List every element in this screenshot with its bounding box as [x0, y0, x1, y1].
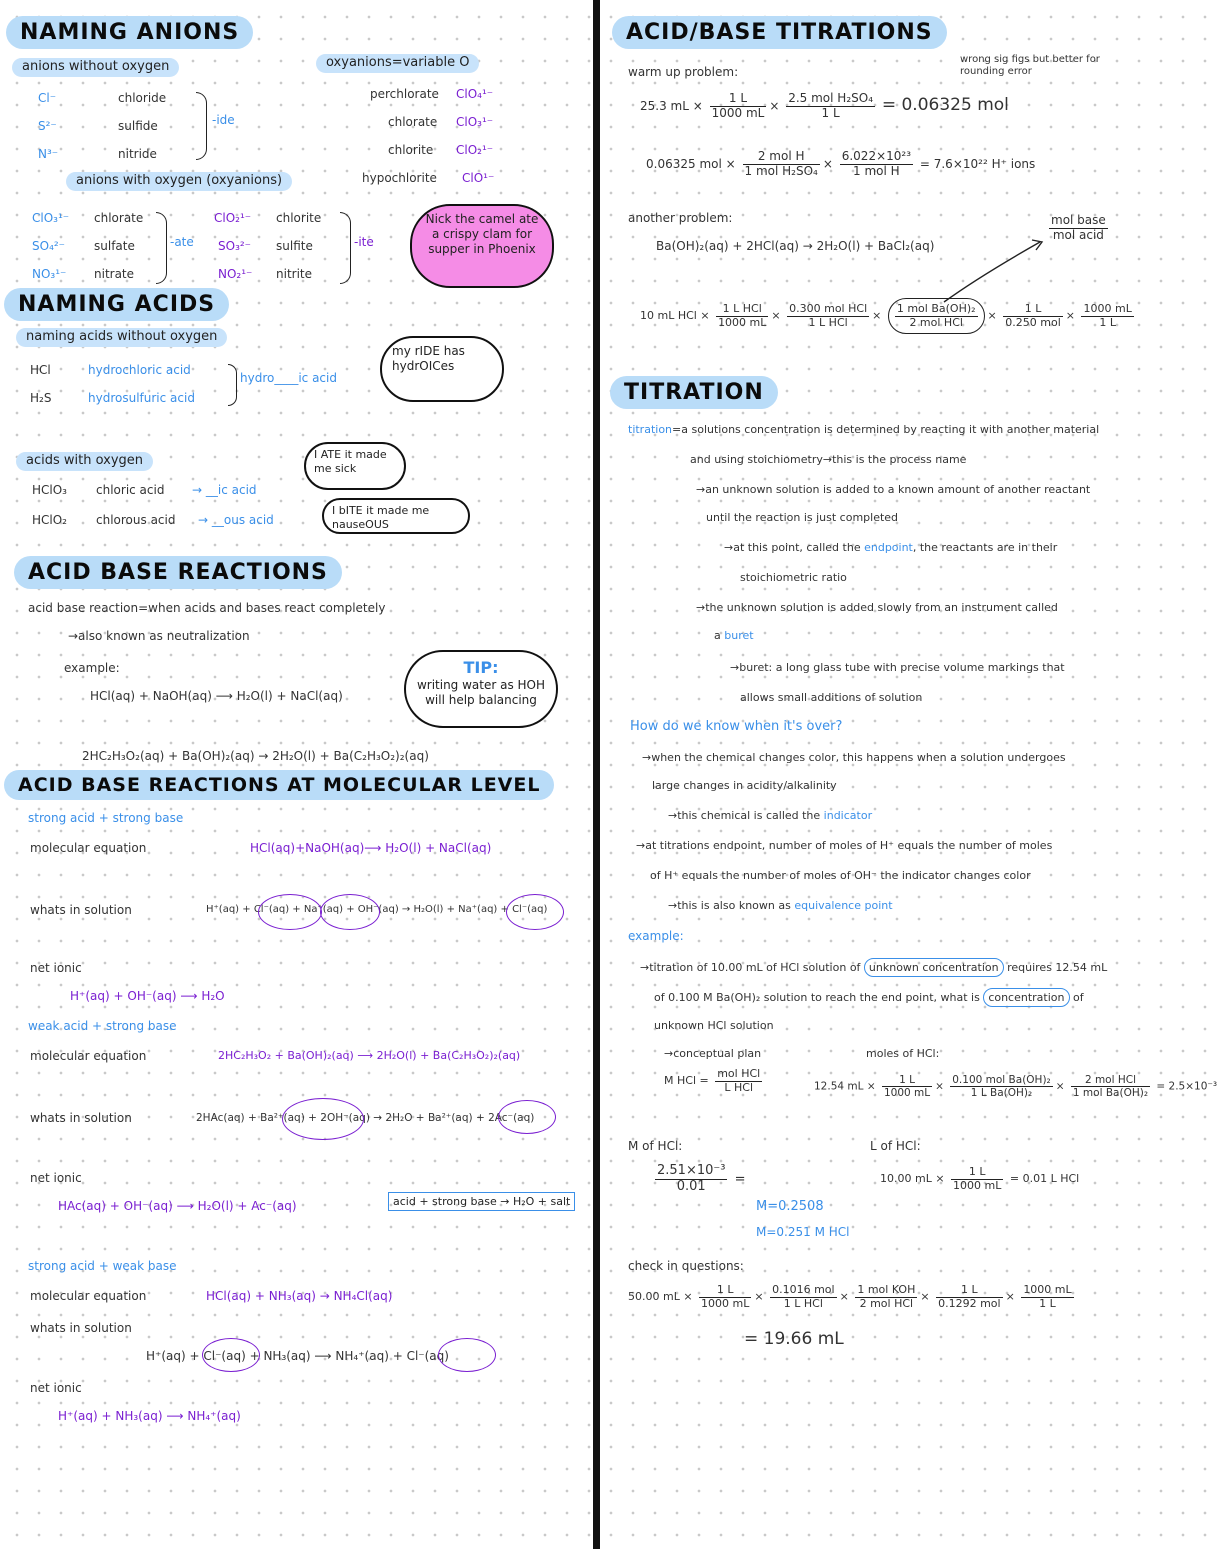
acid-formula: H₂S: [30, 391, 52, 405]
liters-calc: [880, 1166, 1079, 1192]
denominator: 1 L: [1099, 315, 1116, 329]
net-ionic-label: net ionic: [30, 961, 82, 975]
text: =: [734, 1171, 746, 1187]
net-ionic-equation: H⁺(aq) + NH₃(aq) ⟶ NH₄⁺(aq): [58, 1409, 241, 1423]
titration-definition: [628, 424, 1099, 437]
ite-formula: NO₂¹⁻: [218, 267, 253, 281]
fraction: [936, 1284, 1003, 1310]
denominator: 1 L HCl: [783, 1296, 823, 1310]
anions-with-oxygen-label: anions with oxygen (oxyanions): [66, 172, 292, 191]
fraction: [743, 150, 820, 179]
moles-calc: 12.54 mL × $\frac{1 L}{1000 mL}$ × $\frac{\text{0.100 mol Ba(OH)₂}}{\text{1 L Ba(OH)₂}}$ × $\frac{\text{2 mol HCl}}{\text{1 mol Ba(OH)₂}}$ = 2.5×10⁻³: [814, 1074, 1217, 1100]
molecular-equation-label: molecular equation: [30, 1289, 147, 1303]
tip-text: writing water as HOH will help balancing: [416, 678, 546, 707]
numerator: 1 L HCl: [716, 303, 768, 317]
molecular-equation: HCl(aq)+NaOH(aq)⟶ H₂O(l) + NaCl(aq): [250, 841, 492, 855]
denominator: 1000 mL: [718, 315, 767, 329]
oxyacid-name: chloric acid: [96, 483, 165, 497]
brace: [340, 212, 351, 284]
spectator-circle: [498, 1100, 556, 1134]
ate-name: chlorate: [94, 211, 144, 225]
fraction: [770, 1284, 837, 1310]
denominator: 0.1292 mol: [938, 1296, 1001, 1310]
net-ionic-label: net ionic: [30, 1171, 82, 1185]
anion-name: nitride: [118, 147, 157, 161]
mole-ratio: [1046, 214, 1111, 243]
answer-1: →when the chemical changes color, this happens when a solution undergoes: [642, 751, 1066, 764]
calc-start: 25.3 mL ×: [640, 98, 703, 113]
numerator: 1000 mL: [1023, 1283, 1072, 1296]
text: , the reactants are in their: [912, 541, 1058, 554]
ate-name: nitrate: [94, 267, 135, 281]
molarity-answer-final: M=0.251 M HCl: [756, 1225, 850, 1239]
strong-weak-heading: strong acid + weak base: [28, 1259, 177, 1273]
numerator: 0.300 mol HCl: [789, 302, 868, 315]
oxyacid-rule: → __ic acid: [192, 483, 257, 497]
answer-4: [668, 900, 893, 913]
another-problem-equation: Ba(OH)₂(aq) + 2HCl(aq) → 2H₂O(l) + BaCl₂(aq): [656, 239, 935, 253]
denominator: 1 L HCl: [808, 315, 848, 329]
fraction: [1003, 303, 1063, 329]
fraction: [855, 1284, 917, 1310]
chlorine-name: hypochlorite: [362, 171, 437, 185]
oxyacid-rule: → __ous acid: [198, 513, 274, 527]
denominator: 1 mol H₂SO₄: [744, 163, 818, 178]
acid-name: hydrosulfuric acid: [88, 391, 195, 405]
naming-anions-title: NAMING ANIONS: [6, 16, 253, 49]
bullet-1b: until the reaction is just completed: [706, 511, 899, 524]
fraction: [950, 1074, 1053, 1099]
numerator: 1 L: [951, 1166, 1003, 1180]
denominator: 0.250 mol: [1005, 315, 1061, 329]
numerator: 1 L: [710, 92, 767, 107]
denominator: 1000 mL: [953, 1178, 1002, 1192]
molecular-title: ACID BASE REACTIONS AT MOLECULAR LEVEL: [4, 770, 554, 800]
conceptual-plan: [664, 1068, 765, 1094]
fraction: [1081, 303, 1133, 329]
spectator-circle: [438, 1338, 496, 1372]
molecular-equation: 2HC₂H₃O₂ + Ba(OH)₂(aq) ⟶ 2H₂O(l) + Ba(C₂H₃O₂)₂(aq): [218, 1049, 521, 1062]
spectator-circle: [258, 894, 322, 930]
denominator: mol acid: [1052, 227, 1104, 242]
bullet-2: [724, 542, 1057, 555]
numerator: 0.100 mol Ba(OH)₂: [952, 1074, 1051, 1086]
denominator: 1 mol H: [853, 163, 900, 178]
numerator: 0.1016 mol: [772, 1283, 835, 1296]
spectator-circle: [320, 894, 380, 930]
denominator: 0.01: [676, 1178, 706, 1194]
anion-name: chloride: [118, 91, 167, 105]
fraction: [1049, 214, 1108, 243]
acids-without-oxygen-label: naming acids without oxygen: [16, 328, 227, 347]
molarity-label: M of HCl:: [628, 1139, 683, 1153]
oxyacid-formula: HClO₃: [32, 483, 67, 497]
fraction: [787, 303, 869, 329]
warmup-calc-1: 25.3 mL × $\frac{1 L}{1000 mL}$ × $\frac{\text{2.5 mol H₂SO₄}}{1 L}$ = 0.06325 mol: [640, 91, 1009, 120]
ate-formula: NO₃¹⁻: [32, 267, 67, 281]
ate-formula: SO₄²⁻: [32, 239, 66, 253]
denominator: 1 mol Ba(OH)₂: [1072, 1087, 1149, 1100]
net-ionic-equation: H⁺(aq) + OH⁻(aq) ⟶ H₂O: [70, 989, 225, 1003]
denominator: 1 L Ba(OH)₂: [970, 1087, 1033, 1100]
warmup-calc-2: 0.06325 mol × $\frac{\text{2 mol H}}{\text{1 mol H₂SO₄}}$ × $\frac{\text{6.022×10²³}}{\text{1 mol H}}$ = 7.6×10²² H⁺ ions: [646, 149, 1036, 178]
text: of: [1073, 991, 1084, 1004]
circled-term: unknown concentration: [864, 958, 1004, 977]
example-equation: HCl(aq) + NaOH(aq) ⟶ H₂O(l) + NaCl(aq): [90, 689, 343, 703]
acid-base-definition: acid base reaction=when acids and bases react completely: [28, 601, 386, 615]
indicator-term: indicator: [823, 809, 873, 822]
ite-formula: ClO₂¹⁻: [214, 211, 252, 225]
numerator: mol base: [1051, 213, 1106, 227]
molarity-calc: [652, 1164, 746, 1195]
text: →titration of 10.00 mL of HCl solution of: [640, 961, 861, 974]
ite-suffix: -ite: [354, 235, 374, 249]
spectator-circle: [202, 1338, 260, 1372]
titrations-title: ACID/BASE TITRATIONS: [612, 16, 947, 49]
titration-term: titration: [628, 423, 673, 436]
ite-name: nitrite: [276, 267, 312, 281]
check-in-result: = 19.66 mL: [744, 1329, 844, 1349]
molarity-answer: M=0.2508: [756, 1199, 824, 1214]
fraction: [699, 1284, 751, 1310]
bullet-3: →the unknown solution is added slowly from an instrument called: [696, 601, 1058, 614]
anion-formula: S²⁻: [38, 119, 57, 133]
answer-3b: of H⁺ equals the number of moles of OH⁻ the indicator changes color: [650, 869, 1031, 882]
warmup-label: warm up problem:: [628, 65, 739, 79]
fraction: [716, 303, 768, 329]
in-solution-label: whats in solution: [30, 1111, 132, 1125]
text: →this chemical is called the: [668, 809, 821, 822]
brace: [228, 364, 237, 406]
in-solution-equation: H⁺(aq) + Cl⁻(aq) + Na⁺(aq) + OH⁻(aq) → H₂O(l) + Na⁺(aq) + Cl⁻(aq): [206, 904, 548, 915]
neutralization-note: →also known as neutralization: [68, 629, 250, 643]
ate-suffix: -ate: [170, 235, 194, 249]
weak-strong-heading: weak acid + strong base: [28, 1019, 177, 1033]
numerator: 1 L: [1003, 303, 1063, 317]
numerator: 1 L: [936, 1284, 1003, 1298]
calc-result: = 0.01 L HCl: [1009, 1172, 1080, 1186]
fraction: [882, 1074, 932, 1099]
chlorine-formula: ClO₃¹⁻: [456, 115, 494, 129]
check-in-label: check in questions:: [628, 1259, 744, 1273]
numerator: 6.022×10²³: [841, 149, 912, 163]
example-line-2: [654, 992, 1084, 1005]
fraction: [1071, 1074, 1150, 1099]
sigfig-note: wrong sig figs but better for rounding error: [960, 54, 1100, 77]
ite-name: chlorite: [276, 211, 322, 225]
calc-result: = 2.5×10⁻³: [1156, 1080, 1217, 1093]
another-problem-label: another problem:: [628, 211, 733, 225]
text: M HCl =: [664, 1074, 709, 1088]
bullet-3b: [714, 630, 754, 643]
acid-base-rule-box: acid + strong base → H₂O + salt: [388, 1192, 575, 1211]
acids-with-oxygen-label: acids with oxygen: [16, 452, 153, 471]
in-solution-equation: 2HAc(aq) + Ba²⁺(aq) + 2OH⁻(aq) → 2H₂O + Ba²⁺(aq) + 2Ac⁻(aq): [196, 1112, 535, 1124]
denominator: 1 L: [821, 105, 840, 120]
answer-2: [668, 810, 872, 823]
in-solution-label: whats in solution: [30, 1321, 132, 1335]
denominator: 1000 mL: [701, 1296, 750, 1310]
numerator: 1000 mL: [1083, 302, 1132, 315]
ite-bubble: I bITE it made me nauseOUS: [322, 498, 470, 534]
fraction: [715, 1068, 762, 1094]
ite-name: sulfite: [276, 239, 313, 253]
in-solution-label: whats in solution: [30, 903, 132, 917]
equivalence-term: equivalence point: [794, 899, 893, 912]
tip-title: TIP:: [463, 658, 499, 677]
text: →this is also known as: [668, 899, 791, 912]
bullet-1: →an unknown solution is added to a known amount of another reactant: [696, 483, 1091, 496]
ate-name: sulfate: [94, 239, 135, 253]
numerator: 1 L: [882, 1074, 932, 1087]
brace: [156, 212, 167, 284]
titration-title: TITRATION: [610, 376, 778, 409]
calc-result: = 0.06325 mol: [881, 94, 1009, 115]
numerator: 1 mol KOH: [857, 1283, 916, 1296]
text: of 0.100 M Ba(OH)₂ solution to reach the end point, what is: [654, 991, 980, 1004]
ide-bubble: my rIDE has hydrOICes: [380, 336, 504, 402]
denominator: 1000 mL: [883, 1087, 931, 1100]
chlorine-formula: ClO¹⁻: [462, 171, 495, 185]
ate-formula: ClO₃¹⁻: [32, 211, 70, 225]
liters-label: L of HCl:: [870, 1139, 921, 1153]
definition-line-2: and using stoichiometry→this is the process name: [690, 453, 967, 466]
buret-term: buret: [724, 629, 754, 642]
text: 10.00 mL ×: [880, 1172, 945, 1186]
numerator: 1 L: [699, 1284, 751, 1298]
ate-bubble: I ATE it made me sick: [304, 442, 406, 490]
chlorine-name: chlorite: [388, 143, 434, 157]
acid-name: hydrochloric acid: [88, 363, 191, 377]
ite-formula: SO₃²⁻: [218, 239, 252, 253]
brace: [196, 92, 207, 160]
anion-formula: Cl⁻: [38, 91, 57, 105]
spectator-circle: [506, 894, 564, 930]
example-label: example:: [64, 661, 120, 675]
circled-term: concentration: [983, 988, 1069, 1007]
ide-suffix: -ide: [212, 113, 235, 127]
column-divider: [593, 0, 600, 1549]
denominator: 2 mol HCl: [909, 315, 963, 329]
text: 50.00 mL ×: [628, 1290, 693, 1304]
in-solution-equation: H⁺(aq) + Cl⁻(aq) + NH₃(aq) ⟶ NH₄⁺(aq) + Cl⁻(aq): [146, 1349, 449, 1363]
numerator: 2 mol HCl: [1071, 1074, 1150, 1087]
oxyacid-formula: HClO₂: [32, 513, 67, 527]
chlorine-formula: ClO₄¹⁻: [456, 87, 494, 101]
chlorine-formula: ClO₂¹⁻: [456, 143, 494, 157]
text: a: [714, 629, 721, 642]
anion-name: sulfide: [118, 119, 158, 133]
example-line-1: [640, 962, 1107, 975]
question-heading: How do we know when it's over?: [630, 719, 843, 734]
numerator: 2.51×10⁻³: [657, 1163, 726, 1178]
fraction: [710, 92, 767, 121]
naming-acids-title: NAMING ACIDS: [4, 288, 229, 321]
bullet-2b: stoichiometric ratio: [740, 571, 847, 584]
numerator: 2.5 mol H₂SO₄: [788, 91, 874, 105]
fraction: [1021, 1284, 1073, 1310]
denominator: 2 mol HCl: [859, 1296, 914, 1310]
calc-start: 10 mL HCl ×: [640, 309, 710, 323]
acid-base-title: ACID BASE REACTIONS: [14, 556, 342, 589]
chlorine-name: chlorate: [388, 115, 438, 129]
tip-bubble: [404, 650, 558, 728]
numerator: 1 mol Ba(OH)₂: [896, 302, 976, 315]
calc-result: = 7.6×10²² H⁺ ions: [919, 156, 1036, 171]
mnemonic-bubble: Nick the camel ate a crispy clam for supper in Phoenix: [410, 204, 554, 288]
answer-3: →at titrations endpoint, number of moles of H⁺ equals the number of moles: [636, 839, 1053, 852]
numerator: mol HCl: [717, 1067, 761, 1080]
another-problem-calc: 10 mL HCl × $\frac{\text{1 L HCl}}{1000 mL}$ × $\frac{\text{0.300 mol HCl}}{\text{1 L HCl}}$ × $\frac{\text{1 mol Ba(OH)₂}}{\text{2 mol HCl}}$ × $\frac{1 L}{\text{0.250 mol}}$ × $\frac{1000 mL}{1 L}$: [640, 298, 1137, 334]
check-in-calc: 50.00 mL × $\frac{1 L}{1000 mL}$ × $\frac{\text{0.1016 mol}}{\text{1 L HCl}}$ × $\frac{\text{1 mol KOH}}{\text{2 mol HCl}}$ × $\frac{1 L}{\text{0.1292 mol}}$ × $\frac{1000 mL}{1 L}$: [628, 1283, 1072, 1310]
oxyanions-label: oxyanions=variable O: [316, 54, 479, 73]
definition-text: =a solutions concentration is determined by reacting it with another material: [672, 423, 1100, 436]
calc-start: 0.06325 mol ×: [646, 156, 736, 171]
example-line-3: unknown HCl solution: [654, 1019, 774, 1032]
denominator: L HCl: [724, 1080, 754, 1094]
bullet-4b: allows small additions of solution: [740, 691, 923, 704]
hydro-rule: hydro____ic acid: [240, 371, 337, 385]
bullet-4: →buret: a long glass tube with precise volume markings that: [730, 661, 1065, 674]
chlorine-name: perchlorate: [370, 87, 439, 101]
text: requires 12.54 mL: [1007, 961, 1108, 974]
arrow-icon: [940, 236, 1050, 306]
fraction: [888, 298, 985, 334]
moles-label: moles of HCl:: [866, 1047, 940, 1060]
strong-strong-heading: strong acid + strong base: [28, 811, 184, 825]
molecular-equation-label: molecular equation: [30, 841, 147, 855]
example-label: example:: [628, 929, 684, 943]
anions-without-oxygen-label: anions without oxygen: [12, 58, 179, 77]
answer-1b: large changes in acidity/alkalinity: [652, 779, 837, 792]
molecular-equation: HCl(aq) + NH₃(aq) → NH₄Cl(aq): [206, 1289, 393, 1303]
oxyacid-name: chlorous acid: [96, 513, 176, 527]
net-ionic-equation: HAc(aq) + OH⁻(aq) ⟶ H₂O(l) + Ac⁻(aq): [58, 1199, 297, 1213]
numerator: 2 mol H: [743, 150, 820, 165]
acid-formula: HCl: [30, 363, 51, 377]
text: 12.54 mL ×: [814, 1080, 876, 1093]
denominator: 1000 mL: [711, 105, 765, 120]
denominator: 1 L: [1039, 1296, 1056, 1310]
conceptual-plan-label: →conceptual plan: [664, 1047, 762, 1060]
fraction: [951, 1166, 1003, 1192]
text: →at this point, called the: [724, 541, 861, 554]
example-equation-2: 2HC₂H₃O₂(aq) + Ba(OH)₂(aq) → 2H₂O(l) + Ba(C₂H₃O₂)₂(aq): [82, 749, 429, 763]
molecular-equation-label: molecular equation: [30, 1049, 147, 1063]
anion-formula: N³⁻: [38, 147, 59, 161]
endpoint-term: endpoint: [864, 541, 913, 554]
fraction: [786, 92, 875, 121]
fraction: [655, 1164, 727, 1195]
net-ionic-label: net ionic: [30, 1381, 82, 1395]
fraction: [840, 150, 913, 179]
spectator-circle: [282, 1098, 364, 1140]
